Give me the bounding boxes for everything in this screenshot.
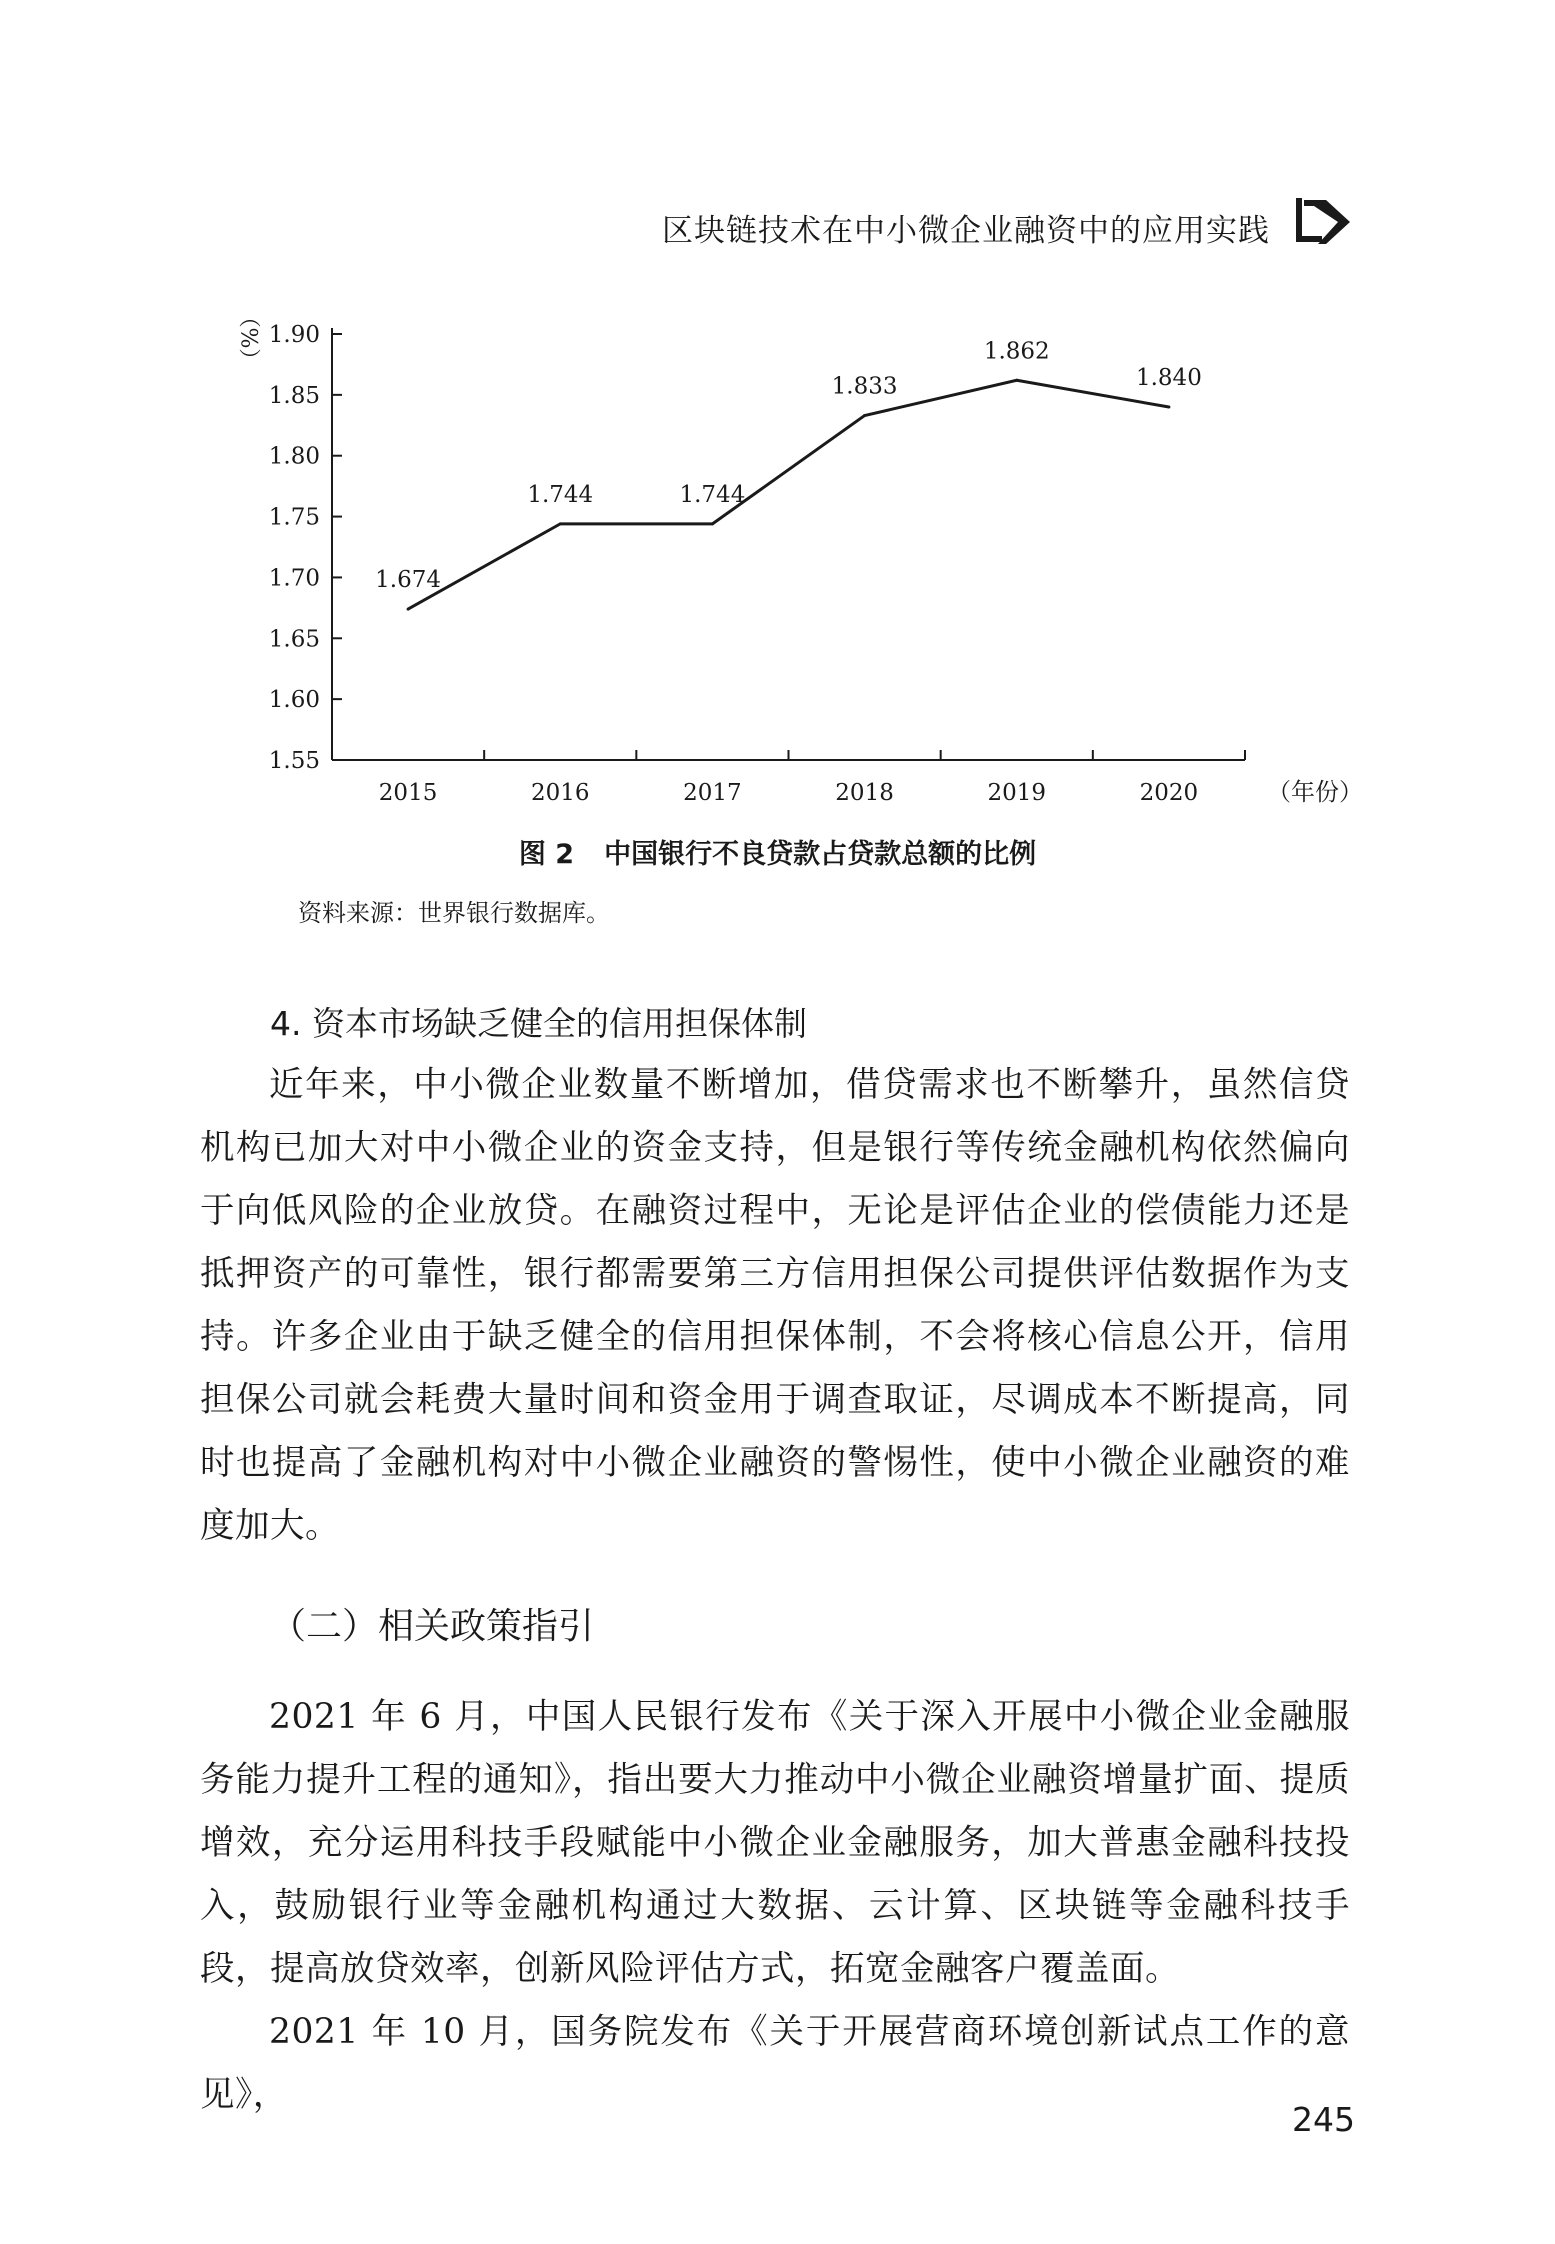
chapter-mark-icon	[1292, 190, 1358, 250]
y-tick-label: 1.75	[268, 504, 320, 531]
section-2-heading: （二）相关政策指引	[270, 1606, 595, 1647]
chart	[200, 305, 1363, 830]
x-tick-label: 2020	[1139, 780, 1199, 806]
data-label: 1.862	[983, 338, 1050, 365]
x-tick-label: 2015	[378, 780, 438, 806]
y-tick-label: 1.70	[268, 565, 320, 592]
line-chart	[200, 305, 1363, 830]
data-point	[407, 608, 410, 611]
data-point	[863, 414, 866, 417]
figure-caption	[0, 832, 1555, 871]
running-header: 区块链技术在中小微企业融资中的应用实践	[662, 213, 1270, 249]
figure-source: 资料来源：世界银行数据库。	[298, 899, 610, 927]
y-tick-label: 1.80	[268, 443, 320, 470]
data-label: 1.744	[527, 481, 594, 508]
data-label: 1.840	[1135, 365, 1202, 392]
data-point	[559, 522, 562, 525]
data-label: 1.674	[375, 567, 442, 594]
y-tick-label: 1.55	[268, 748, 320, 774]
section-4-paragraph: 近年来，中小微企业数量不断增加，借贷需求也不断攀升，虽然信贷机构已加大对中小微企业的资金支持，但是银行等传统金融机构依然偏向于向低风险的企业放贷。在融资过程中，无论是评估企业的偿债能力还是抵押资产的可靠性，银行都需要第三方信用担保公司提供评估数据作为支持。许多企业由于缺乏健全的信用担保体制，不会将核心信息公开，信用担保公司就会耗费大量时间和资金用于调查取证，尽调成本不断提高，同时也提高了金融机构对中小微企业融资的警惕性，使中小微企业融资的难度加大。	[200, 1065, 1350, 1546]
figure-number: 图 2	[518, 839, 575, 870]
page-number: 245	[1292, 2100, 1355, 2139]
x-tick-label: 2016	[530, 780, 590, 806]
y-tick-label: 1.65	[268, 626, 320, 653]
x-tick-label: 2018	[835, 780, 894, 806]
data-label: 1.833	[831, 373, 898, 400]
section-2-paragraph-1: 2021 年 6 月，中国人民银行发布《关于深入开展中小微企业金融服务能力提升工程的通知》，指出要大力推动中小微企业融资增量扩面、提质增效，充分运用科技手段赋能中小微企业金融服务，加大普惠金融科技投入，鼓励银行业等金融机构通过大数据、云计算、区块链等金融科技手段，提高放贷效率，创新风险评估方式，拓宽金融客户覆盖面。	[200, 1697, 1350, 1989]
section-2-paragraph-2: 2021 年 10 月，国务院发布《关于开展营商环境创新试点工作的意见》，	[200, 2012, 1350, 2115]
x-tick-label: 2017	[683, 780, 742, 806]
figure-title: 中国银行不良贷款占贷款总额的比例	[604, 839, 1037, 870]
x-tick-label: 2019	[987, 780, 1047, 806]
data-label: 1.744	[679, 481, 746, 508]
y-axis-label: （%）	[235, 305, 261, 371]
data-point	[711, 522, 714, 525]
y-tick-label: 1.85	[268, 382, 320, 409]
data-point	[1167, 406, 1170, 409]
y-tick-label: 1.90	[268, 322, 320, 348]
y-tick-label: 1.60	[268, 687, 320, 714]
x-axis-label: （年份）	[1267, 778, 1363, 806]
data-point	[1015, 379, 1018, 382]
series-line	[408, 380, 1169, 609]
section-4-heading: 4. 资本市场缺乏健全的信用担保体制	[270, 1004, 807, 1043]
